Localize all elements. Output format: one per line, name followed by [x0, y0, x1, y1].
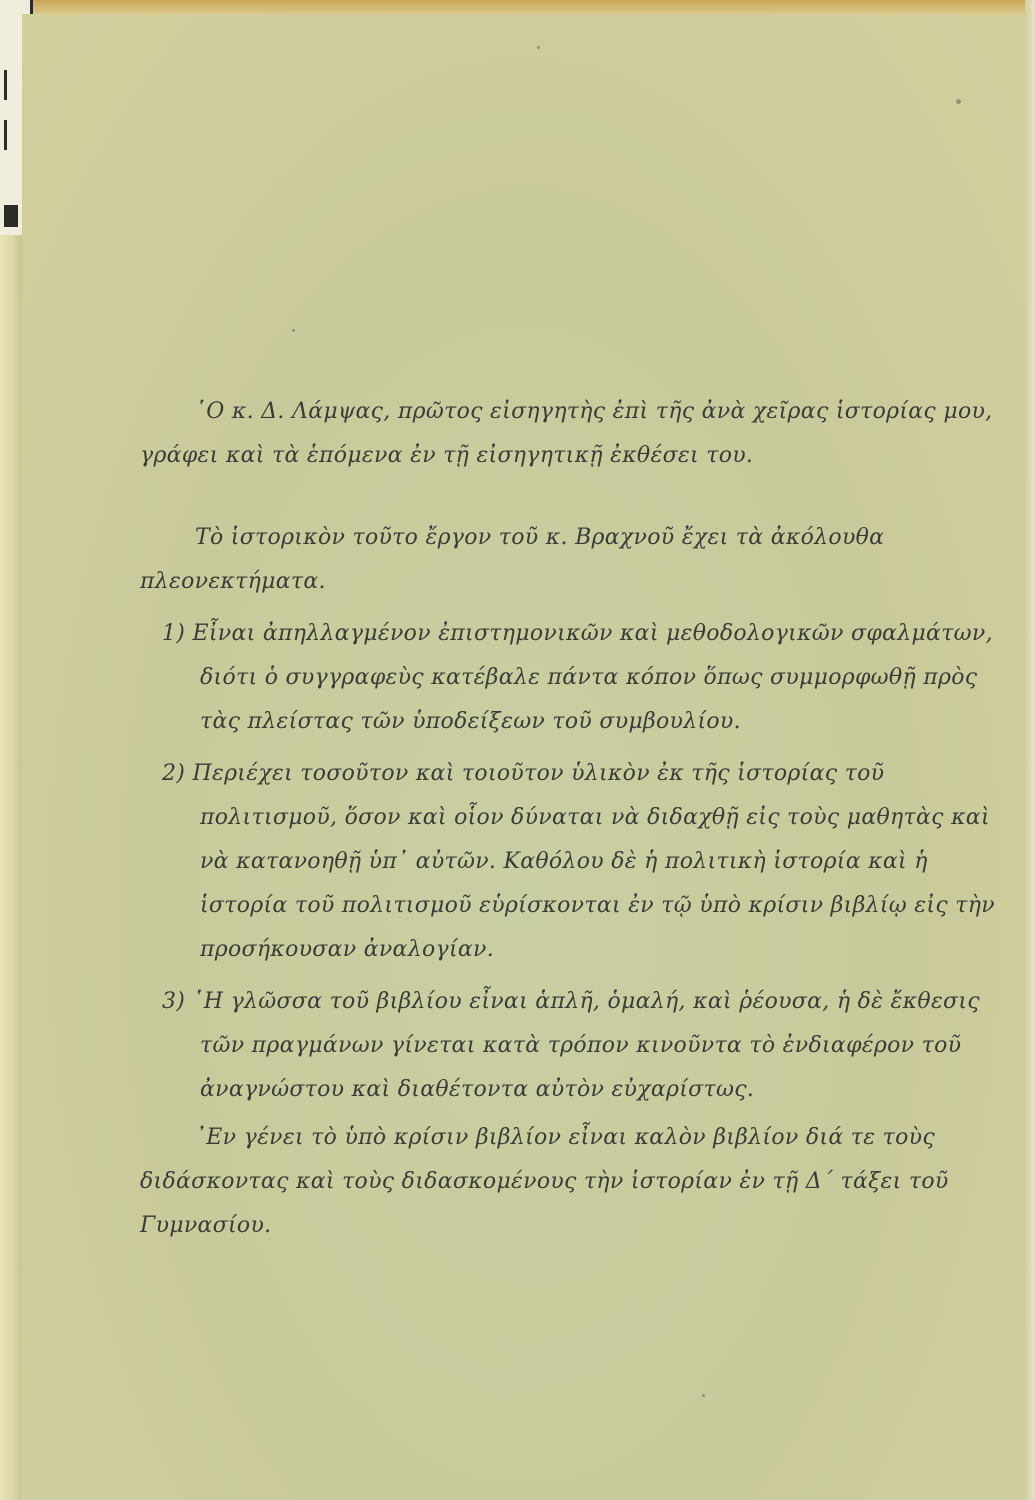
- item-number: 2): [162, 761, 186, 786]
- intro-paragraph: ῾Ο κ. Δ. Λάμψας, πρῶτος εἰσηγητὴς ἐπὶ τῆς ἀνὰ χεῖρας ἱστορίας μου, γράφει καὶ τὰ ἑπόμενα ἐν τῇ εἰσηγητικῇ ἐκθέσει του.: [140, 399, 993, 468]
- item-text: ῾Η γλῶσσα τοῦ βιβλίου εἶναι ἁπλῆ, ὁμαλή, καὶ ῥέουσα, ἡ δὲ ἔκθεσις τῶν πραγμάνων γίνεται κατὰ τρόπον κινοῦντα τὸ ἐνδιαφέρον τοῦ ἀναγνώστου καὶ διαθέτοντα αὐτὸν εὐχαρίστως.: [192, 989, 980, 1102]
- page-right-edge: [1025, 0, 1035, 1500]
- list-item: [140, 752, 995, 972]
- item-number: 3): [162, 989, 186, 1014]
- list-item: [140, 980, 995, 1112]
- binding-mark: [4, 120, 7, 150]
- lead-paragraph: Τὸ ἱστορικὸν τοῦτο ἔργον τοῦ κ. Βραχνοῦ ἔχει τὰ ἀκόλουθα πλεονεκτήματα.: [140, 525, 885, 594]
- paper-speck: [292, 329, 295, 332]
- item-number: 1): [162, 621, 186, 646]
- closing-paragraph: ᾿Εν γένει τὸ ὑπὸ κρίσιν βιβλίον εἶναι καλὸν βιβλίον διά τε τοὺς διδάσκοντας καὶ τοὺς διδασκομένους τὴν ἱστορίαν ἐν τῇ Δ΄ τάξει τοῦ Γυμνασίου.: [140, 1125, 949, 1238]
- binding-mark: [4, 70, 7, 100]
- list-item: [140, 612, 995, 744]
- page-top-edge: [0, 0, 1035, 14]
- paper-speck: [537, 46, 540, 49]
- paper-speck: [956, 99, 961, 104]
- binding-mark: [4, 205, 18, 227]
- item-text: Περιέχει τοσοῦτον καὶ τοιοῦτον ὑλικὸν ἐκ τῆς ἱστορίας τοῦ πολιτισμοῦ, ὅσον καὶ οἷον δύναται νὰ διδαχθῇ εἰς τοὺς μαθητὰς καὶ νὰ κατανοηθῇ ὑπ᾿ αὐτῶν. Καθόλου δὲ ἡ πολιτικὴ ἱστορία καὶ ἡ ἱστορία τοῦ πολιτισμοῦ εὑρίσκονται ἐν τῷ ὑπὸ κρίσιν βιβλίῳ εἰς τὴν προσήκουσαν ἀναλογίαν.: [192, 761, 995, 962]
- document-body: [140, 390, 995, 1248]
- paper-speck: [702, 1394, 705, 1397]
- item-text: Εἶναι ἀπηλλαγμένον ἐπιστημονικῶν καὶ μεθοδολογικῶν σφαλμάτων, διότι ὁ συγγραφεὺς κατέβαλε πάντα κόπον ὅπως συμμορφωθῇ πρὸς τὰς πλείστας τῶν ὑποδείξεων τοῦ συμβουλίου.: [192, 621, 993, 734]
